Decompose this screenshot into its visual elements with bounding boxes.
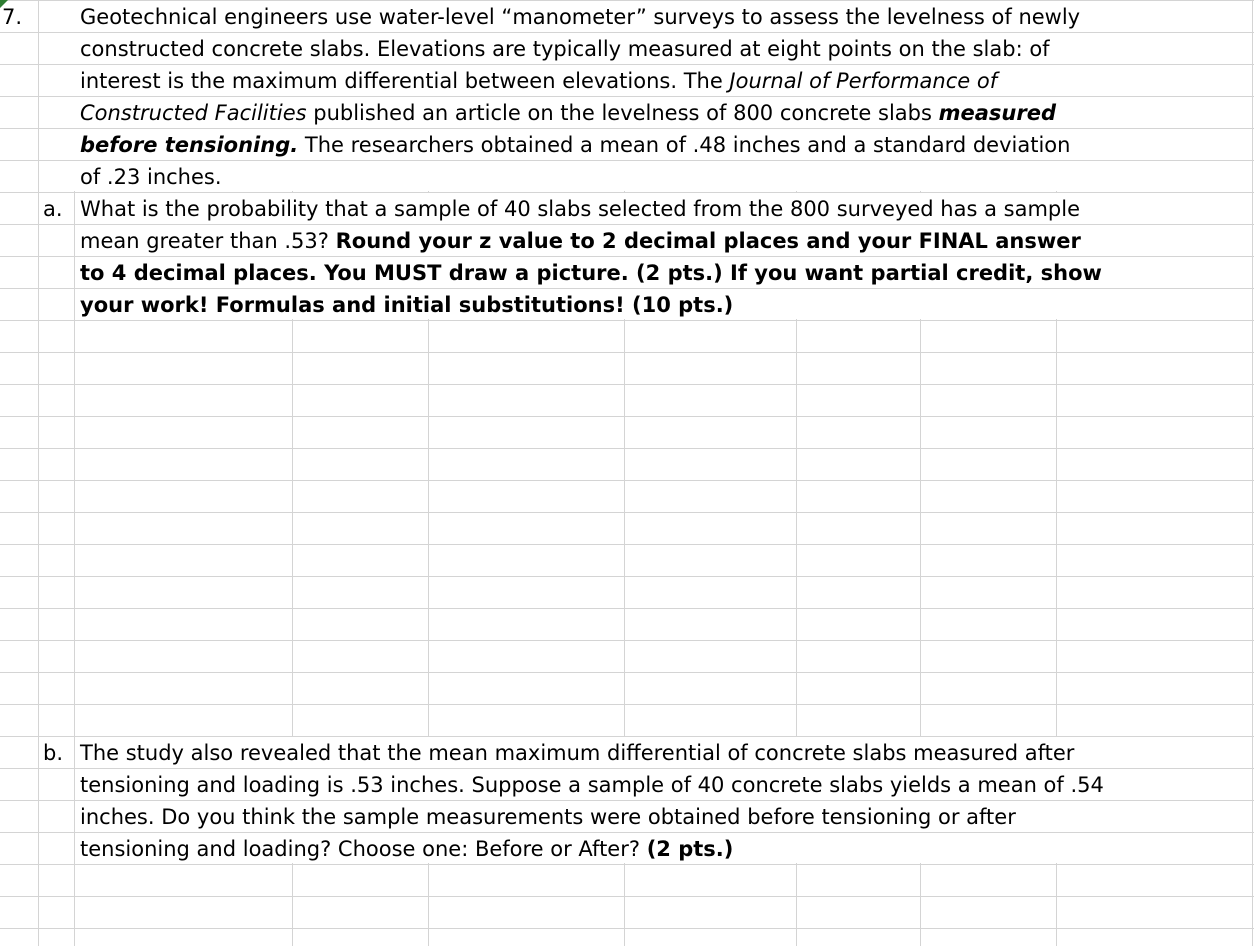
part-b-label[interactable]: b. xyxy=(43,741,64,765)
row-gridline xyxy=(0,448,1254,449)
question-number[interactable]: 7. xyxy=(2,5,23,29)
row-gridline xyxy=(0,704,1254,705)
question-stem-line xyxy=(80,129,1070,161)
row-gridline xyxy=(0,640,1254,641)
part-b-text-segment: The study also revealed that the mean maximum differential of concrete slabs measured after xyxy=(80,741,1075,765)
part-b-text-segment: inches. Do you think the sample measurements were obtained before tensioning or after xyxy=(80,805,1016,829)
part-b-line xyxy=(80,737,1074,769)
row-gridline xyxy=(0,416,1254,417)
question-stem-text-segment: The researchers obtained a mean of .48 inches and a standard deviation xyxy=(298,133,1071,157)
question-stem-text-segment: before tensioning. xyxy=(80,133,299,157)
question-stem-line xyxy=(80,65,997,97)
part-a-text-segment: Round your z value to 2 decimal places and your FINAL answer xyxy=(335,229,1081,253)
part-a-label[interactable]: a. xyxy=(43,197,63,221)
part-b-text-segment: (2 pts.) xyxy=(646,837,734,861)
question-stem-text-segment: Journal of Performance of xyxy=(729,69,998,93)
question-stem-line xyxy=(80,161,222,193)
part-a-line xyxy=(80,193,1080,225)
part-a-line xyxy=(80,225,1081,257)
row-gridline xyxy=(0,512,1254,513)
part-a-line xyxy=(80,257,1102,289)
question-stem-line xyxy=(80,33,1050,65)
row-gridline xyxy=(0,480,1254,481)
column-gridline xyxy=(1252,0,1253,946)
part-a-text-segment: your work! Formulas and initial substitutions! (10 pts.) xyxy=(80,293,734,317)
row-gridline xyxy=(0,576,1254,577)
question-stem-text-segment: published an article on the levelness of 800 concrete slabs xyxy=(306,101,939,125)
part-a-line xyxy=(80,289,733,321)
part-b-line xyxy=(80,833,733,865)
row-gridline xyxy=(0,896,1254,897)
part-a-text-segment: What is the probability that a sample of 40 slabs selected from the 800 surveyed has a sample xyxy=(80,197,1080,221)
part-a-text-segment: mean greater than .53? xyxy=(80,229,336,253)
question-stem-text-segment: of .23 inches. xyxy=(80,165,222,189)
row-gridline xyxy=(0,544,1254,545)
question-stem-text-segment: constructed concrete slabs. Elevations are typically measured at eight points on the slab: of xyxy=(80,37,1050,61)
part-b-text-segment: tensioning and loading? Choose one: Before or After? xyxy=(80,837,647,861)
row-gridline xyxy=(0,608,1254,609)
part-b-line xyxy=(80,801,1016,833)
part-b-text-segment: tensioning and loading is .53 inches. Suppose a sample of 40 concrete slabs yields a mean of .54 xyxy=(80,773,1104,797)
question-stem-line xyxy=(80,97,1056,129)
question-stem-text-segment: Constructed Facilities xyxy=(80,101,307,125)
row-gridline xyxy=(0,672,1254,673)
question-stem-line xyxy=(80,1,1080,33)
row-gridline xyxy=(0,384,1254,385)
part-a-text-segment: to 4 decimal places. You MUST draw a picture. (2 pts.) If you want partial credit, show xyxy=(80,261,1102,285)
row-gridline xyxy=(0,352,1254,353)
question-stem-text-segment: measured xyxy=(938,101,1056,125)
question-stem-text-segment: interest is the maximum differential between elevations. The xyxy=(80,69,730,93)
question-stem-text-segment: Geotechnical engineers use water-level “manometer” surveys to assess the levelness of newly xyxy=(80,5,1081,29)
row-gridline xyxy=(0,928,1254,929)
part-b-line xyxy=(80,769,1104,801)
